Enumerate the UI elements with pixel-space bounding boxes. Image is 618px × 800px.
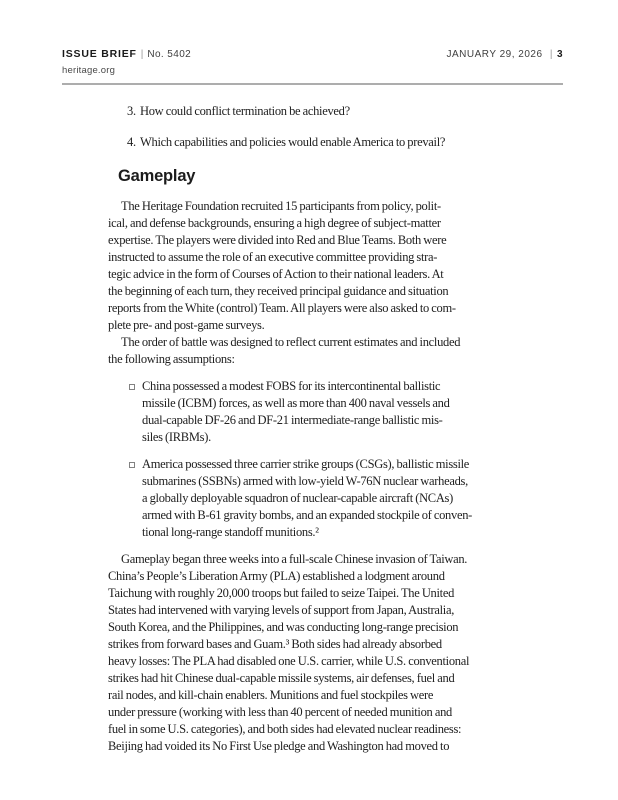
- text-line: fuel in some U.S. categories), and both sides had elevated nuclear readiness:: [108, 722, 462, 736]
- bullet-text: [142, 378, 548, 446]
- text-line: siles (IRBMs).: [142, 430, 211, 444]
- issue-number: No. 5402: [147, 49, 192, 60]
- text-line: missile (ICBM) forces, as well as more than 400 naval vessels and: [142, 396, 450, 410]
- text-line: Beijing had voided its No First Use pledge and Washington had moved to: [108, 739, 450, 753]
- date-label: JANUARY 29, 2026: [446, 49, 543, 60]
- question-item: [108, 103, 548, 120]
- text-line: reports from the White (control) Team. All players were also asked to com-: [108, 301, 456, 315]
- text-line: strikes had hit Chinese dual-capable missile systems, air defenses, fuel and: [108, 671, 455, 685]
- text-line: armed with B-61 gravity bombs, and an expanded stockpile of conven-: [142, 508, 473, 522]
- body-column: [108, 0, 548, 755]
- question-item: [108, 134, 548, 151]
- page-number: 3: [556, 49, 563, 60]
- bullet-text: [142, 456, 548, 541]
- text-line: the following assumptions:: [108, 352, 235, 366]
- paragraph: [108, 551, 548, 755]
- text-line: States had intervened with varying levels of support from Japan, Australia,: [108, 603, 455, 617]
- separator: |: [549, 49, 553, 60]
- brand-label: ISSUE BRIEF: [62, 48, 137, 60]
- website-label: heritage.org: [62, 65, 116, 76]
- numbered-question-list: [108, 103, 548, 151]
- question-number: 4.: [127, 135, 136, 149]
- text-line: ical, and defense backgrounds, ensuring a high degree of subject-matter: [108, 216, 441, 230]
- bullet-item: [108, 456, 548, 541]
- text-line: China’s People’s Liberation Army (PLA) established a lodgment around: [108, 569, 445, 583]
- text-line: under pressure (working with less than 40 percent of needed munition and: [108, 705, 452, 719]
- text-line: Gameplay began three weeks into a full-scale Chinese invasion of Taiwan.: [121, 552, 468, 566]
- text-line: China possessed a modest FOBS for its intercontinental ballistic: [142, 379, 441, 393]
- separator: |: [140, 49, 144, 60]
- bullet-item: [108, 378, 548, 446]
- text-line: instructed to assume the role of an executive committee providing stra-: [108, 250, 438, 264]
- section-heading: Gameplay: [118, 167, 196, 185]
- text-line: submarines (SSBNs) armed with low-yield W-76N nuclear warheads,: [142, 474, 468, 488]
- paragraph: [108, 198, 548, 334]
- text-line: strikes from forward bases and Guam.³ Both sides had already absorbed: [108, 637, 442, 651]
- text-line: rail nodes, and kill-chain enablers. Munitions and fuel stockpiles were: [108, 688, 434, 702]
- text-line: plete pre- and post-game surveys.: [108, 318, 265, 332]
- text-line: dual-capable DF-26 and DF-21 intermediate-range ballistic mis-: [142, 413, 443, 427]
- text-line: tegic advice in the form of Courses of Action to their national leaders. At: [108, 267, 444, 281]
- text-line: Taichung with roughly 20,000 troops but failed to seize Taipei. The United: [108, 586, 455, 600]
- question-number: 3.: [127, 104, 136, 118]
- question-text: Which capabilities and policies would enable America to prevail?: [140, 135, 446, 149]
- paragraph: [108, 334, 548, 368]
- text-line: the beginning of each turn, they received principal guidance and situation: [108, 284, 449, 298]
- text-line: heavy losses: The PLA had disabled one U.S. carrier, while U.S. conventional: [108, 654, 470, 668]
- text-line: The order of battle was designed to reflect current estimates and included: [121, 335, 461, 349]
- text-line: America possessed three carrier strike groups (CSGs), ballistic missile: [142, 457, 470, 471]
- text-line: a globally deployable squadron of nuclear-capable aircraft (NCAs): [142, 491, 453, 505]
- text-line: The Heritage Foundation recruited 15 participants from policy, polit-: [121, 199, 441, 213]
- square-bullet-icon: [129, 384, 135, 390]
- text-line: expertise. The players were divided into Red and Blue Teams. Both were: [108, 233, 447, 247]
- question-text: How could conflict termination be achieved?: [140, 104, 350, 118]
- square-bullet-icon: [129, 462, 135, 468]
- text-line: South Korea, and the Philippines, and was conducting long-range precision: [108, 620, 459, 634]
- text-line: tional long-range standoff munitions.²: [142, 525, 319, 539]
